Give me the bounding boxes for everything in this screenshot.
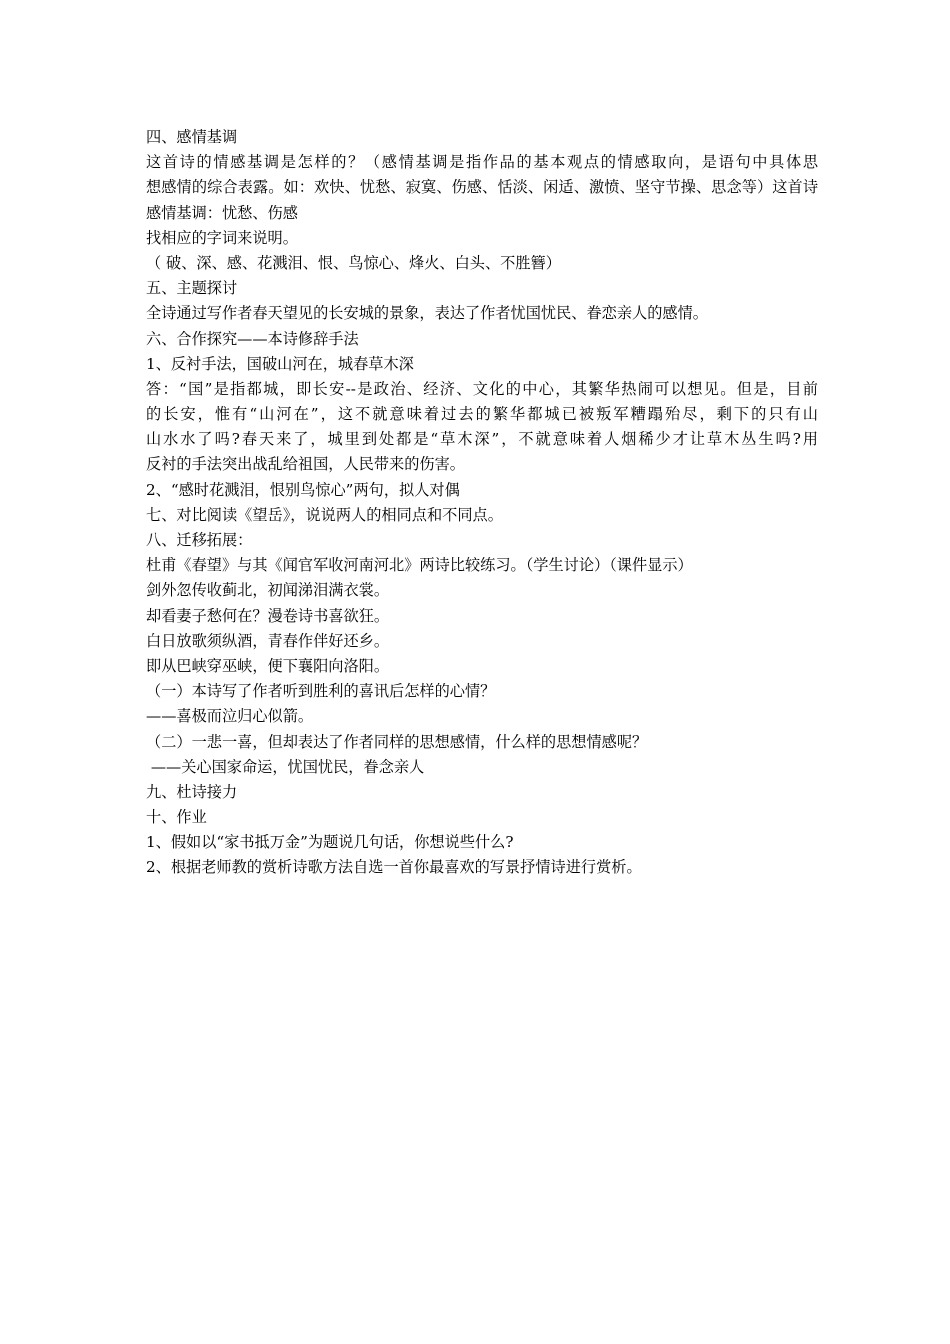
paragraph-line: 反衬的手法突出战乱给祖国，人民带来的伤害。 xyxy=(146,455,465,474)
poem-line: 剑外忽传收蓟北，初闻涕泪满衣裳。 xyxy=(146,581,389,600)
paragraph-line: 找相应的字词来说明。 xyxy=(146,228,298,247)
poem-line: 白日放歌须纵酒，青春作伴好还乡。 xyxy=(146,631,389,650)
homework-item: 2、根据老师教的赏析诗歌方法自选一首你最喜欢的写景抒情诗进行赏析。 xyxy=(146,858,642,877)
poem-line: 却看妻子愁何在？漫卷诗书喜欲狂。 xyxy=(146,606,389,625)
answer-line: ——关心国家命运，忧国忧民，眷念亲人 xyxy=(146,757,425,776)
paragraph-line: （ 破、深、感、花溅泪、恨、鸟惊心、烽火、白头、不胜簪） xyxy=(146,253,561,272)
heading-theme: 五、主题探讨 xyxy=(146,279,238,298)
paragraph-line: 感情基调：忧愁、伤感 xyxy=(146,203,298,222)
paragraph-line: 想感情的综合表露。如：欢快、忧愁、寂寞、伤感、恬淡、闲适、激愤、坚守节操、思念等）这首诗 xyxy=(146,178,818,197)
heading-extension: 八、迁移拓展： xyxy=(146,531,253,549)
answer-line: ——喜极而泣归心似箭。 xyxy=(146,707,314,726)
homework-item: 1、假如以“家书抵万金”为题说几句话，你想说些什么? xyxy=(146,833,514,852)
heading-relay: 九、杜诗接力 xyxy=(146,782,238,801)
paragraph-line: 答：“国”是指都城，即长安--是政治、经济、文化的中心，其繁华热闹可以想见。但是，目前 xyxy=(146,379,818,398)
paragraph-line: 2、“感时花溅泪，恨别鸟惊心”两句，拟人对偶 xyxy=(146,480,460,499)
paragraph-line: 这首诗的情感基调是怎样的？（感情基调是指作品的基本观点的情感取向，是语句中具体思 xyxy=(146,153,818,172)
paragraph-line: 山水水了吗?春天来了，城里到处都是“草木深”，不就意味着人烟稀少才让草木丛生吗?用 xyxy=(146,430,818,449)
poem-line: 即从巴峡穿巫峡，便下襄阳向洛阳。 xyxy=(146,656,389,675)
question-line: （一）本诗写了作者听到胜利的喜讯后怎样的心情？ xyxy=(146,682,496,701)
heading-rhetoric: 六、合作探究——本诗修辞手法 xyxy=(146,329,359,348)
paragraph-line: 1、反衬手法，国破山河在，城春草木深 xyxy=(146,354,414,373)
paragraph-line: 全诗通过写作者春天望见的长安城的景象，表达了作者忧国忧民、眷恋亲人的感情。 xyxy=(146,304,708,323)
paragraph-line: 杜甫《春望》与其《闻官军收河南河北》两诗比较练习。（学生讨论）（课件显示） xyxy=(146,556,693,575)
heading-comparison: 七、对比阅读《望岳》，说说两人的相同点和不同点。 xyxy=(146,505,503,524)
paragraph-line: 的长安，惟有“山河在”，这不就意味着过去的繁华都城已被叛军糟蹋殆尽，剩下的只有山 xyxy=(146,405,818,424)
question-line: （二）一悲一喜，但却表达了作者同样的思想感情，什么样的思想情感呢？ xyxy=(146,732,648,751)
document-page xyxy=(146,125,818,881)
heading-emotional-tone: 四、感情基调 xyxy=(146,128,238,146)
heading-homework: 十、作业 xyxy=(146,808,207,827)
